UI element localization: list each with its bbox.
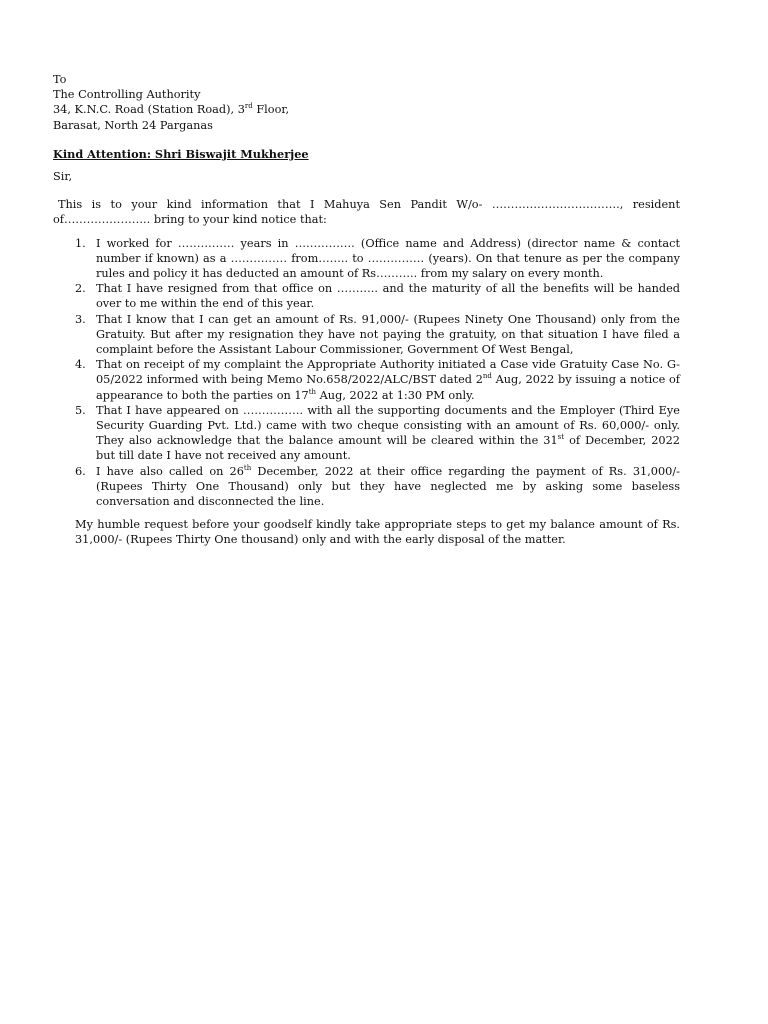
list-number: 2.: [75, 282, 86, 296]
list-item-text: I have also called on 26th December, 2022 at their office regarding the payment of Rs. 31,000/- (Rupees Thirty One Thousand) only but they have neglected me by asking some baseless conversation and disconnected the line.: [96, 463, 680, 509]
salutation: Sir,: [53, 170, 73, 184]
list-item-6: [53, 464, 680, 510]
intro-paragraph: This is to your kind information that I Mahuya Sen Pandit W/o- ……………………………., resident of………………….. bring to your kind notice that:: [53, 198, 680, 227]
list-item-text: That I have resigned from that office on ……….. and the maturity of all the benefits will be handed over to me within the end of this year.: [96, 282, 680, 311]
list-item-text: I worked for …………… years in ……………. (Office name and Address) (director name & contact number if known) as a …………… from…….. to …………… (years). On that tenure as per the company rules and policy it has deducted an amount of Rs……….. from my salary on every month.: [96, 236, 680, 281]
list-number: 4.: [75, 358, 86, 372]
list-number: 6.: [75, 464, 86, 478]
kind-attention-heading: Kind Attention: Shri Biswajit Mukherjee: [53, 146, 309, 161]
list-item-3: [53, 312, 680, 358]
list-item-2: [53, 281, 680, 311]
address-city: Barasat, North 24 Parganas: [53, 118, 213, 132]
closing-request-paragraph: My humble request before your goodself kindly take appropriate steps to get my balance amount of Rs. 31,000/- (Rupees Thirty One thousand) only and with the early disposal of the matter.: [75, 518, 680, 547]
numbered-points-list: [53, 236, 680, 510]
list-number: 1.: [75, 236, 86, 250]
letter-document: [53, 72, 680, 548]
list-item-text: That I have appeared on ……………. with all the supporting documents and the Employer (Third Eye Security Guarding Pvt. Ltd.) came with two cheque consisting with an amount of Rs. 60,000/- only. They also acknowledge that the balance amount will be cleared within the 31st of December, 2022 but till date I have not received any amount.: [96, 403, 680, 463]
address-street: 34, K.N.C. Road (Station Road), 3rd Floor,: [53, 102, 290, 117]
list-number: 3.: [75, 312, 86, 326]
list-item-1: [53, 236, 680, 282]
address-to: To: [53, 73, 67, 86]
list-item-4: [53, 357, 680, 403]
list-item-text: That I know that I can get an amount of Rs. 91,000/- (Rupees Ninety One Thousand) only from the Gratuity. But after my resignation they have not paying the gratuity, on that situation I have filed a complaint before the Assistant Labour Commissioner, Government Of West Bengal,: [96, 312, 680, 357]
address-authority: The Controlling Authority: [53, 88, 201, 102]
list-item-text: That on receipt of my complaint the Appropriate Authority initiated a Case vide Gratuity Case No. G-05/2022 informed with being Memo No.658/2022/ALC/BST dated 2nd Aug, 2022 by issuing a notice of appearance to both the parties on 17th Aug, 2022 at 1:30 PM only.: [96, 358, 680, 402]
list-item-5: [53, 403, 680, 464]
list-number: 5.: [75, 403, 86, 417]
recipient-address: [53, 72, 680, 133]
